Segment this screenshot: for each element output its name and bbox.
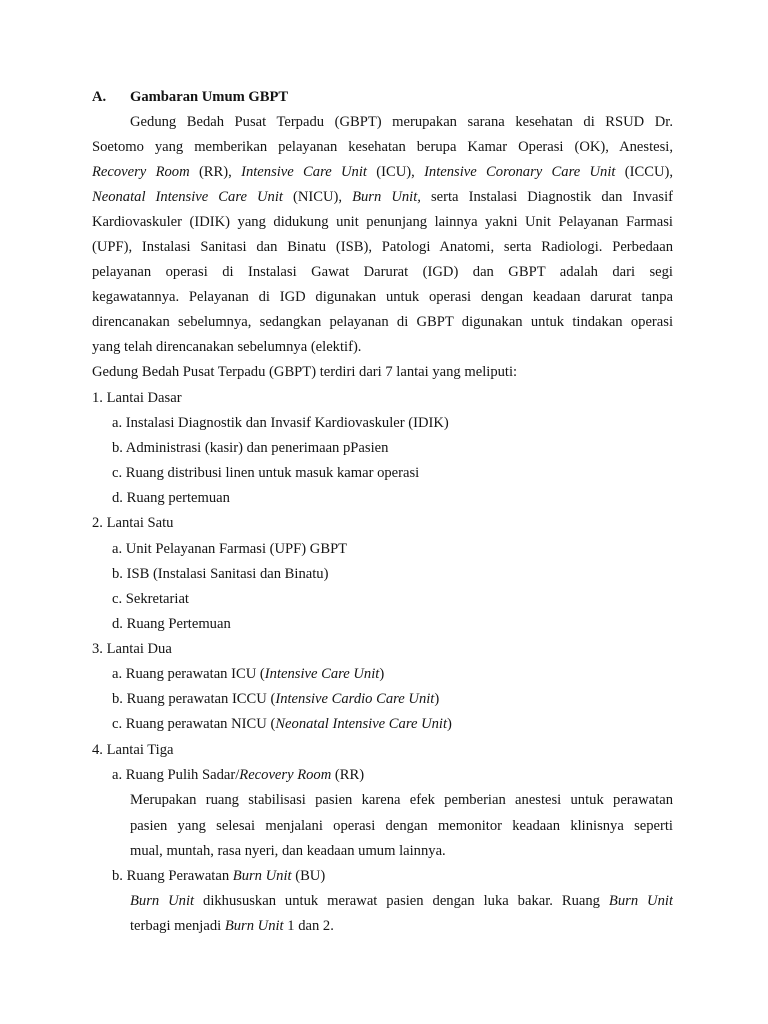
intro-line-9: direncanakan sebelumnya, sedangkan pelayanan di GBPT digunakan untuk tindakan operasi	[92, 314, 673, 330]
floor-1-item-c: c. Ruang distribusi linen untuk masuk kamar operasi	[112, 465, 420, 481]
floors-intro: Gedung Bedah Pusat Terpadu (GBPT) terdiri dari 7 lantai yang meliputi:	[92, 364, 518, 380]
intro-line-1: Gedung Bedah Pusat Terpadu (GBPT) merupakan sarana kesehatan di RSUD Dr.	[130, 114, 673, 130]
floor-1-item-d: d. Ruang pertemuan	[112, 490, 230, 506]
section-letter: A.	[92, 89, 107, 105]
floor-4-item-b-desc-1: Burn Unit dikhususkan untuk merawat pasien dengan luka bakar. Ruang Burn Unit	[130, 893, 673, 909]
floor-4-item-b: b. Ruang Perawatan Burn Unit (BU)	[112, 868, 326, 884]
intro-line-6: (UPF), Instalasi Sanitasi dan Binatu (ISB), Patologi Anatomi, serta Radiologi. Perbedaan	[92, 239, 673, 255]
intro-line-3: Recovery Room (RR), Intensive Care Unit (ICU), Intensive Coronary Care Unit (ICCU),	[92, 164, 673, 180]
intro-line-8: kegawatannya. Pelayanan di IGD digunakan untuk operasi dengan keadaan darurat tanpa	[92, 289, 673, 305]
floor-4-item-a-desc-1: Merupakan ruang stabilisasi pasien karena efek pemberian anestesi untuk perawatan	[130, 792, 673, 808]
intro-line-2: Soetomo yang memberikan pelayanan kesehatan berupa Kamar Operasi (OK), Anestesi,	[92, 139, 673, 155]
floor-4-item-a-desc-3: mual, muntah, rasa nyeri, dan keadaan umum lainnya.	[130, 843, 446, 859]
intro-line-4: Neonatal Intensive Care Unit (NICU), Burn Unit, serta Instalasi Diagnostik dan Invasif	[92, 189, 673, 205]
floor-3-item-b: b. Ruang perawatan ICCU (Intensive Cardio Care Unit)	[112, 691, 440, 707]
floor-4-item-a-desc-2: pasien yang selesai menjalani operasi dengan memonitor keadaan klinisnya seperti	[130, 818, 673, 834]
floor-2-item-a: a. Unit Pelayanan Farmasi (UPF) GBPT	[112, 541, 348, 557]
floor-2-item-c: c. Sekretariat	[112, 591, 189, 607]
floor-2-item-b: b. ISB (Instalasi Sanitasi dan Binatu)	[112, 566, 329, 582]
floor-4-item-a: a. Ruang Pulih Sadar/Recovery Room (RR)	[112, 767, 365, 783]
floor-3-title: 3. Lantai Dua	[92, 641, 172, 657]
intro-line-7: pelayanan operasi di Instalasi Gawat Darurat (IGD) dan GBPT adalah dari segi	[92, 264, 673, 280]
intro-line-5: Kardiovaskuler (IDIK) yang didukung unit penunjang lainnya yakni Unit Pelayanan Farmasi	[92, 214, 673, 230]
floor-2-title: 2. Lantai Satu	[92, 515, 174, 531]
floor-3-item-c: c. Ruang perawatan NICU (Neonatal Intensive Care Unit)	[112, 716, 452, 732]
floor-4-item-b-desc-2: terbagi menjadi Burn Unit 1 dan 2.	[130, 918, 334, 934]
floor-3-item-a: a. Ruang perawatan ICU (Intensive Care Unit)	[112, 666, 385, 682]
section-title: Gambaran Umum GBPT	[130, 89, 289, 105]
floor-1-title: 1. Lantai Dasar	[92, 390, 182, 406]
floor-1-item-a: a. Instalasi Diagnostik dan Invasif Kardiovaskuler (IDIK)	[112, 415, 449, 431]
floor-4-title: 4. Lantai Tiga	[92, 742, 174, 758]
intro-line-10: yang telah direncanakan sebelumnya (elektif).	[92, 339, 362, 355]
floor-1-item-b: b. Administrasi (kasir) dan penerimaan pPasien	[112, 440, 389, 456]
floor-2-item-d: d. Ruang Pertemuan	[112, 616, 231, 632]
